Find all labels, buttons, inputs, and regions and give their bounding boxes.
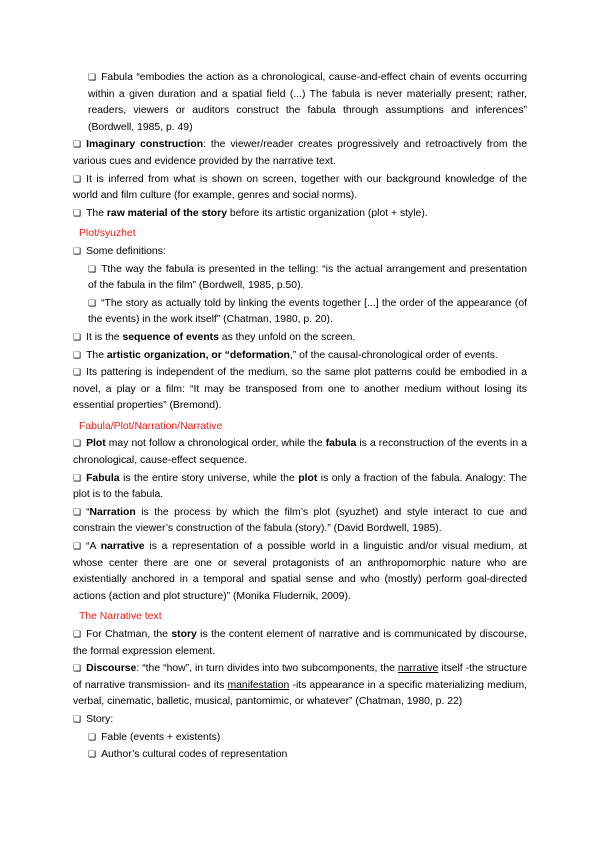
bullet-some-definitions: ❏ Some definitions: bbox=[73, 243, 527, 261]
bullet-pattering: ❏ Its pattering is independent of the medium, so the same plot patterns could be embodied in a novel, a play or a film: “It may be transposed from one to another medium without losing its essential properties” (Bremond). bbox=[73, 364, 527, 415]
bullet-plot-order: ❏ Plot may not follow a chronological order, while the fabula is a reconstruction of the events in a chronological, cause-effect sequence. bbox=[73, 435, 527, 469]
bullet-box-icon: ❏ bbox=[73, 663, 82, 674]
bullet-fabula-quote: ❏ Fabula “embodies the action as a chronological, cause-and-effect chain of events occurring within a given duration and a spatial field (...) The fabula is never materially present; rather, readers, viewers or auditors construct the fabula through assumptions and inferences” (Bordwell, 1985, p. 49) bbox=[88, 69, 527, 136]
bullet-box-icon: ❏ bbox=[73, 349, 82, 360]
bullet-box-icon: ❏ bbox=[73, 331, 82, 342]
bullet-fabula-universe: ❏ Fabula is the entire story universe, while the plot is only a fraction of the fabula. Analogy: The plot is to the fabula. bbox=[73, 470, 527, 504]
bullet-imaginary-construction: ❏ Imaginary construction: the viewer/reader creates progressively and retroactively from the various cues and evidence provided by the narrative text. bbox=[73, 136, 527, 170]
bullet-narrative: ❏ “A narrative is a representation of a possible world in a linguistic and/or visual medium, at whose center there are one or several protagonists of an anthropomorphic nature who are existentially anchored in a temporal and spatial sense and who (mostly) perform goal-directed actions (action and plot structure)” (Monika Fludernik, 2009). bbox=[73, 538, 527, 605]
bullet-box-icon: ❏ bbox=[73, 139, 82, 150]
bullet-box-icon: ❏ bbox=[88, 297, 97, 308]
bullet-box-icon: ❏ bbox=[73, 367, 82, 378]
bullet-box-icon: ❏ bbox=[88, 749, 97, 760]
bullet-raw-material: ❏ The raw material of the story before its artistic organization (plot + style). bbox=[73, 205, 527, 223]
bullet-story: ❏ Story: bbox=[73, 711, 527, 729]
bullet-discourse: ❏ Discourse: “the “how”, in turn divides into two subcomponents, the narrative itself -the structure of narrative transmission- and its manifestation -its appearance in a specific materializing medium, verbal, cinematic, balletic, musical, pantomimic, or whatever” (Chatman, 1980, p. 22) bbox=[73, 660, 527, 711]
section-heading-fabula-plot-narration: Fabula/Plot/Narration/Narrative bbox=[79, 420, 223, 432]
bullet-box-icon: ❏ bbox=[88, 263, 97, 274]
section-heading-narrative-text: The Narrative text bbox=[79, 611, 162, 623]
document-body bbox=[73, 69, 527, 764]
bullet-artistic-organization: ❏ The artistic organization, or “deformation,” of the causal-chronological order of events. bbox=[73, 347, 527, 365]
bullet-definition-2: ❏ “The story as actually told by linking the events together [...] the order of the appearance (of the events) in the work itself” (Chatman, 1980, p. 20). bbox=[88, 295, 527, 329]
bullet-box-icon: ❏ bbox=[88, 72, 97, 82]
bullet-box-icon: ❏ bbox=[73, 541, 82, 552]
bullet-box-icon: ❏ bbox=[73, 245, 82, 256]
bullet-chatman-story: ❏ For Chatman, the story is the content element of narrative and is communicated by discourse, the formal expression element. bbox=[73, 626, 527, 660]
bullet-box-icon: ❏ bbox=[73, 173, 82, 184]
bullet-box-icon: ❏ bbox=[73, 207, 82, 218]
bullet-box-icon: ❏ bbox=[73, 713, 82, 724]
bullet-definition-1: ❏ Tthe way the fabula is presented in the telling: “is the actual arrangement and presentation of the fabula in the film” (Bordwell, 1985, p.50). bbox=[88, 261, 527, 295]
bullet-box-icon: ❏ bbox=[88, 731, 97, 742]
bullet-fable: ❏ Fable (events + existents) bbox=[88, 729, 527, 747]
bullet-box-icon: ❏ bbox=[73, 438, 82, 449]
bullet-inferred: ❏ It is inferred from what is shown on screen, together with our background knowledge of the world and film culture (for example, genres and social norms). bbox=[73, 171, 527, 205]
bullet-narration: ❏ “Narration is the process by which the film’s plot (syuzhet) and style interact to cue and constrain the viewer’s construction of the fabula (story).” (David Bordwell, 1985). bbox=[73, 504, 527, 538]
bullet-cultural-codes: ❏ Author’s cultural codes of representation bbox=[88, 746, 527, 764]
bullet-box-icon: ❏ bbox=[73, 506, 82, 517]
section-heading-plot: Plot/syuzhet bbox=[79, 228, 136, 240]
bullet-sequence-of-events: ❏ It is the sequence of events as they unfold on the screen. bbox=[73, 329, 527, 347]
bullet-box-icon: ❏ bbox=[73, 629, 82, 639]
bullet-box-icon: ❏ bbox=[73, 472, 82, 483]
